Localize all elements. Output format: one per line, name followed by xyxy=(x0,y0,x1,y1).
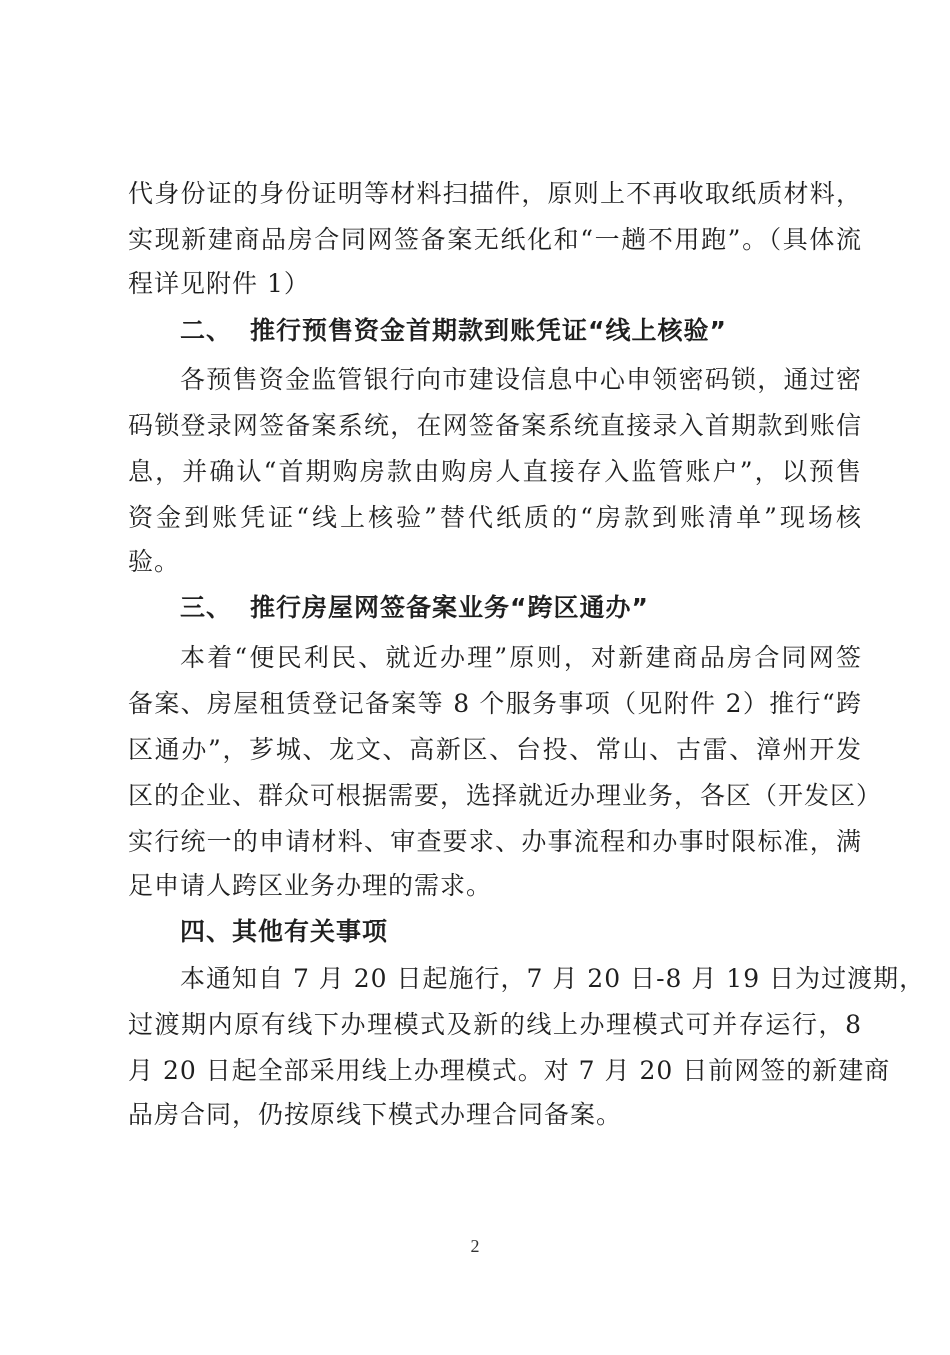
section-3-line-3: 区通办”，芗城、龙文、高新区、台投、常山、古雷、漳州开发 xyxy=(128,735,862,764)
section-3-line-4: 区的企业、群众可根据需要，选择就近办理业务，各区（开发区） xyxy=(128,781,883,810)
section-4-line-4: 品房合同，仍按原线下模式办理合同备案。 xyxy=(128,1100,623,1129)
section-3-line-1: 本着“便民利民、就近办理”原则，对新建商品房合同网签 xyxy=(180,643,862,672)
section-4-heading: 四、其他有关事项 xyxy=(180,917,389,946)
section-4-line-3: 月 20 日起全部采用线上办理模式。对 7 月 20 日前网签的新建商 xyxy=(128,1056,891,1085)
intro-line-3: 程详见附件 1） xyxy=(128,269,310,298)
section-3-title: 推行房屋网签备案业务“跨区通办” xyxy=(250,593,649,622)
section-3-heading xyxy=(180,586,649,630)
section-2-line-1: 各预售资金监管银行向市建设信息中心申领密码锁，通过密 xyxy=(180,365,862,394)
section-3-line-5: 实行统一的申请材料、审查要求、办事流程和办事时限标准，满 xyxy=(128,827,862,856)
section-2-line-5: 验。 xyxy=(128,547,181,576)
section-2-line-3: 息，并确认“首期购房款由购房人直接存入监管账户”，以预售 xyxy=(128,457,862,486)
section-2-line-4: 资金到账凭证“线上核验”替代纸质的“房款到账清单”现场核 xyxy=(128,503,862,532)
section-4-line-1: 本通知自 7 月 20 日起施行，7 月 20 日-8 月 19 日为过渡期， xyxy=(180,964,926,993)
intro-line-2: 实现新建商品房合同网签备案无纸化和“一趟不用跑”。（具体流 xyxy=(128,225,862,254)
section-3-line-2: 备案、房屋租赁登记备案等 8 个服务事项（见附件 2）推行“跨 xyxy=(128,689,862,718)
section-3-line-6: 足申请人跨区业务办理的需求。 xyxy=(128,871,493,900)
section-3-number: 三、 xyxy=(180,593,233,622)
section-2-line-2: 码锁登录网签备案系统，在网签备案系统直接录入首期款到账信 xyxy=(128,411,862,440)
section-2-heading xyxy=(180,309,727,353)
intro-line-1: 代身份证的身份证明等材料扫描件，原则上不再收取纸质材料， xyxy=(128,179,862,208)
section-4-line-2: 过渡期内原有线下办理模式及新的线上办理模式可并存运行，8 xyxy=(128,1010,862,1039)
section-2-title: 推行预售资金首期款到账凭证“线上核验” xyxy=(250,316,727,345)
section-2-number: 二、 xyxy=(180,316,233,345)
page-number: 2 xyxy=(470,1236,480,1256)
